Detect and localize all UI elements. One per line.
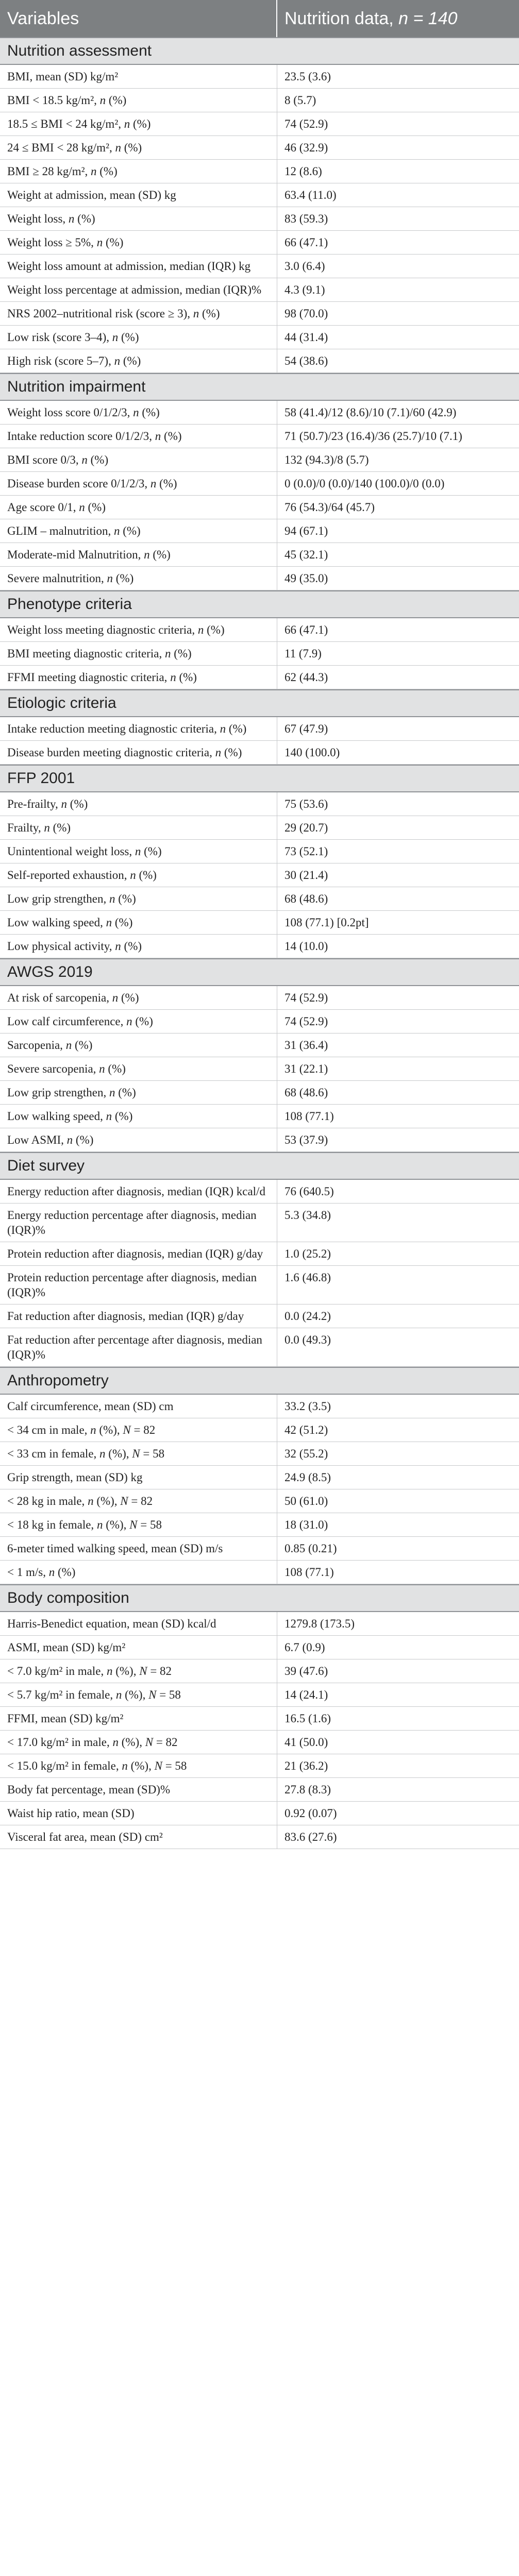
value-cell: 1279.8 (173.5) <box>284 1617 355 1630</box>
table-row <box>0 792 519 816</box>
variable-cell: BMI < 18.5 kg/m², n (%) <box>0 89 277 112</box>
value-cell: 39 (47.6) <box>284 1665 328 1677</box>
table-row <box>0 1802 519 1825</box>
variable-cell: Weight at admission, mean (SD) kg <box>0 183 277 207</box>
table-row <box>0 448 519 472</box>
value-cell: 62 (44.3) <box>284 671 328 684</box>
table-row <box>0 183 519 207</box>
variable-cell: Weight loss, n (%) <box>0 207 277 230</box>
value-cell: 68 (48.6) <box>284 1086 328 1099</box>
table-header <box>0 0 519 37</box>
table-row <box>0 1707 519 1731</box>
table-row <box>0 519 519 543</box>
value-cell: 68 (48.6) <box>284 892 328 905</box>
value-cell: 108 (77.1) <box>284 1566 334 1579</box>
section-header: Nutrition impairment <box>0 373 519 401</box>
value-cell: 18 (31.0) <box>284 1518 328 1531</box>
value-cell: 24.9 (8.5) <box>284 1471 331 1484</box>
variable-cell: Intake reduction score 0/1/2/3, n (%) <box>0 425 277 448</box>
table-row <box>0 425 519 448</box>
variable-cell: Weight loss score 0/1/2/3, n (%) <box>0 401 277 424</box>
value-cell: 75 (53.6) <box>284 798 328 810</box>
variable-cell: < 28 kg in male, n (%), N = 82 <box>0 1489 277 1513</box>
variable-cell: Disease burden meeting diagnostic criteria, n (%) <box>0 741 277 764</box>
value-cell: 63.4 (11.0) <box>284 189 337 201</box>
table-row <box>0 255 519 278</box>
variable-cell: BMI, mean (SD) kg/m² <box>0 65 277 88</box>
variable-cell: Severe sarcopenia, n (%) <box>0 1057 277 1080</box>
table-row <box>0 816 519 840</box>
table-row <box>0 1825 519 1849</box>
value-cell: 5.3 (34.8) <box>284 1209 331 1222</box>
value-cell: 66 (47.1) <box>284 236 328 249</box>
table-row <box>0 207 519 231</box>
table-row <box>0 1537 519 1561</box>
variable-cell: < 7.0 kg/m² in male, n (%), N = 82 <box>0 1659 277 1683</box>
section-header: AWGS 2019 <box>0 958 519 986</box>
table-row <box>0 1659 519 1683</box>
variable-cell: < 5.7 kg/m² in female, n (%), N = 58 <box>0 1683 277 1706</box>
table-row <box>0 1010 519 1033</box>
table-row <box>0 1328 519 1367</box>
value-cell: 0.0 (24.2) <box>284 1310 331 1323</box>
table-row <box>0 911 519 935</box>
value-cell: 14 (24.1) <box>284 1688 328 1701</box>
table-row <box>0 1418 519 1442</box>
table-row <box>0 567 519 590</box>
value-cell: 76 (54.3)/64 (45.7) <box>284 501 375 514</box>
table-row <box>0 1180 519 1204</box>
table-row <box>0 1266 519 1304</box>
table-row <box>0 1204 519 1242</box>
variable-cell: High risk (score 5–7), n (%) <box>0 349 277 372</box>
table-row <box>0 863 519 887</box>
table-row <box>0 1442 519 1466</box>
header-nutrition-data <box>277 9 519 29</box>
value-cell: 3.0 (6.4) <box>284 260 325 273</box>
variable-cell: Energy reduction after diagnosis, median (IQR) kcal/d <box>0 1180 277 1203</box>
table-row <box>0 935 519 958</box>
variable-cell: At risk of sarcopenia, n (%) <box>0 986 277 1009</box>
variable-cell: < 1 m/s, n (%) <box>0 1561 277 1584</box>
value-cell: 1.6 (46.8) <box>284 1271 331 1284</box>
header-variables: Variables <box>0 0 277 37</box>
variable-cell: < 34 cm in male, n (%), N = 82 <box>0 1418 277 1442</box>
table-row <box>0 496 519 519</box>
table-row <box>0 741 519 765</box>
variable-cell: Sarcopenia, n (%) <box>0 1033 277 1057</box>
variable-cell: < 18 kg in female, n (%), N = 58 <box>0 1513 277 1536</box>
table-row <box>0 1754 519 1778</box>
table-row <box>0 1242 519 1266</box>
value-cell: 58 (41.4)/12 (8.6)/10 (7.1)/60 (42.9) <box>284 406 457 419</box>
variable-cell: Grip strength, mean (SD) kg <box>0 1466 277 1489</box>
value-cell: 4.3 (9.1) <box>284 283 325 296</box>
section-header: Diet survey <box>0 1152 519 1180</box>
variable-cell: Energy reduction percentage after diagnosis, median (IQR)% <box>0 1204 277 1242</box>
variable-cell: Waist hip ratio, mean (SD) <box>0 1802 277 1825</box>
variable-cell: Low ASMI, n (%) <box>0 1128 277 1151</box>
variable-cell: BMI meeting diagnostic criteria, n (%) <box>0 642 277 665</box>
header-nutrition-n: n = 140 <box>398 8 458 28</box>
table-row <box>0 1612 519 1636</box>
variable-cell: Unintentional weight loss, n (%) <box>0 840 277 863</box>
section-header: Etiologic criteria <box>0 689 519 717</box>
value-cell: 140 (100.0) <box>284 746 340 759</box>
variable-cell: Age score 0/1, n (%) <box>0 496 277 519</box>
variable-cell: 18.5 ≤ BMI < 24 kg/m², n (%) <box>0 112 277 135</box>
table-row <box>0 1033 519 1057</box>
value-cell: 44 (31.4) <box>284 331 328 344</box>
table-row <box>0 136 519 160</box>
variable-cell: Weight loss ≥ 5%, n (%) <box>0 231 277 254</box>
variable-cell: ASMI, mean (SD) kg/m² <box>0 1636 277 1659</box>
variable-cell: GLIM – malnutrition, n (%) <box>0 519 277 543</box>
value-cell: 45 (32.1) <box>284 548 328 561</box>
table-row <box>0 302 519 326</box>
table-row <box>0 618 519 642</box>
variable-cell: Low grip strengthen, n (%) <box>0 1081 277 1104</box>
value-cell: 94 (67.1) <box>284 524 328 537</box>
variable-cell: Severe malnutrition, n (%) <box>0 567 277 590</box>
variable-cell: Body fat percentage, mean (SD)% <box>0 1778 277 1801</box>
table-row <box>0 401 519 425</box>
value-cell: 49 (35.0) <box>284 572 328 585</box>
section-header: Phenotype criteria <box>0 590 519 618</box>
variable-cell: Low risk (score 3–4), n (%) <box>0 326 277 349</box>
table-row <box>0 231 519 255</box>
variable-cell: Moderate-mid Malnutrition, n (%) <box>0 543 277 566</box>
variable-cell: Low physical activity, n (%) <box>0 935 277 958</box>
table-row <box>0 1513 519 1537</box>
value-cell: 53 (37.9) <box>284 1133 328 1146</box>
variable-cell: Low walking speed, n (%) <box>0 911 277 934</box>
value-cell: 83 (59.3) <box>284 212 328 225</box>
value-cell: 74 (52.9) <box>284 1015 328 1028</box>
section-header: Nutrition assessment <box>0 37 519 65</box>
variable-cell: Disease burden score 0/1/2/3, n (%) <box>0 472 277 495</box>
table-row <box>0 1081 519 1105</box>
variable-cell: Protein reduction after diagnosis, median (IQR) g/day <box>0 1242 277 1265</box>
value-cell: 42 (51.2) <box>284 1423 328 1436</box>
value-cell: 11 (7.9) <box>284 647 322 660</box>
value-cell: 31 (22.1) <box>284 1062 328 1075</box>
table-row <box>0 1489 519 1513</box>
variable-cell: FFMI meeting diagnostic criteria, n (%) <box>0 666 277 689</box>
value-cell: 0 (0.0)/0 (0.0)/140 (100.0)/0 (0.0) <box>284 477 445 490</box>
variable-cell: Calf circumference, mean (SD) cm <box>0 1395 277 1418</box>
table-row <box>0 1304 519 1328</box>
table-row <box>0 1731 519 1754</box>
table-row <box>0 1683 519 1707</box>
table-row <box>0 89 519 112</box>
variable-cell: Weight loss percentage at admission, median (IQR)% <box>0 278 277 301</box>
table-row <box>0 1128 519 1152</box>
value-cell: 73 (52.1) <box>284 845 328 858</box>
variable-cell: Visceral fat area, mean (SD) cm² <box>0 1825 277 1849</box>
variable-cell: Low calf circumference, n (%) <box>0 1010 277 1033</box>
table-row <box>0 326 519 349</box>
value-cell: 6.7 (0.9) <box>284 1641 325 1654</box>
table-row <box>0 112 519 136</box>
table-row <box>0 666 519 689</box>
variable-cell: Weight loss amount at admission, median (IQR) kg <box>0 255 277 278</box>
table-row <box>0 1466 519 1489</box>
value-cell: 27.8 (8.3) <box>284 1783 331 1796</box>
variable-cell: BMI ≥ 28 kg/m², n (%) <box>0 160 277 183</box>
value-cell: 54 (38.6) <box>284 354 328 367</box>
table-row <box>0 1395 519 1418</box>
table-body <box>0 37 519 1849</box>
value-cell: 41 (50.0) <box>284 1736 328 1749</box>
value-cell: 98 (70.0) <box>284 307 328 320</box>
variable-cell: Frailty, n (%) <box>0 816 277 839</box>
table-row <box>0 1636 519 1659</box>
value-cell: 23.5 (3.6) <box>284 70 331 83</box>
variable-cell: < 33 cm in female, n (%), N = 58 <box>0 1442 277 1465</box>
value-cell: 30 (21.4) <box>284 869 328 882</box>
table-row <box>0 887 519 911</box>
variable-cell: Pre-frailty, n (%) <box>0 792 277 816</box>
variable-cell: NRS 2002–nutritional risk (score ≥ 3), n (%) <box>0 302 277 325</box>
table-row <box>0 1778 519 1802</box>
variable-cell: Low grip strengthen, n (%) <box>0 887 277 910</box>
value-cell: 8 (5.7) <box>284 94 316 107</box>
value-cell: 0.92 (0.07) <box>284 1807 337 1820</box>
value-cell: 67 (47.9) <box>284 722 328 735</box>
variable-cell: FFMI, mean (SD) kg/m² <box>0 1707 277 1730</box>
value-cell: 29 (20.7) <box>284 821 328 834</box>
variable-cell: Intake reduction meeting diagnostic criteria, n (%) <box>0 717 277 740</box>
table-row <box>0 472 519 496</box>
variable-cell: Low walking speed, n (%) <box>0 1105 277 1128</box>
table-row <box>0 642 519 666</box>
value-cell: 50 (61.0) <box>284 1495 328 1507</box>
value-cell: 16.5 (1.6) <box>284 1712 331 1725</box>
value-cell: 83.6 (27.6) <box>284 1831 337 1843</box>
value-cell: 12 (8.6) <box>284 165 322 178</box>
value-cell: 108 (77.1) [0.2pt] <box>284 916 369 929</box>
table-row <box>0 349 519 373</box>
section-header: Body composition <box>0 1584 519 1612</box>
value-cell: 132 (94.3)/8 (5.7) <box>284 453 369 466</box>
value-cell: 66 (47.1) <box>284 623 328 636</box>
table-row <box>0 717 519 741</box>
table-row <box>0 65 519 89</box>
value-cell: 74 (52.9) <box>284 117 328 130</box>
value-cell: 14 (10.0) <box>284 940 328 953</box>
value-cell: 1.0 (25.2) <box>284 1247 331 1260</box>
section-header: Anthropometry <box>0 1367 519 1395</box>
variable-cell: BMI score 0/3, n (%) <box>0 448 277 471</box>
value-cell: 76 (640.5) <box>284 1185 334 1198</box>
value-cell: 0.0 (49.3) <box>284 1333 331 1346</box>
variable-cell: < 15.0 kg/m² in female, n (%), N = 58 <box>0 1754 277 1777</box>
value-cell: 46 (32.9) <box>284 141 328 154</box>
value-cell: 31 (36.4) <box>284 1039 328 1052</box>
variable-cell: < 17.0 kg/m² in male, n (%), N = 82 <box>0 1731 277 1754</box>
variable-cell: Protein reduction percentage after diagnosis, median (IQR)% <box>0 1266 277 1304</box>
variable-cell: Harris-Benedict equation, mean (SD) kcal/d <box>0 1612 277 1635</box>
table-row <box>0 1105 519 1128</box>
variable-cell: Fat reduction after diagnosis, median (IQR) g/day <box>0 1304 277 1328</box>
value-cell: 74 (52.9) <box>284 991 328 1004</box>
table-row <box>0 1057 519 1081</box>
value-cell: 21 (36.2) <box>284 1759 328 1772</box>
table-row <box>0 278 519 302</box>
variable-cell: Self-reported exhaustion, n (%) <box>0 863 277 887</box>
table-row <box>0 986 519 1010</box>
value-cell: 71 (50.7)/23 (16.4)/36 (25.7)/10 (7.1) <box>284 430 462 443</box>
variable-cell: Fat reduction after percentage after diagnosis, median (IQR)% <box>0 1328 277 1366</box>
variable-cell: 24 ≤ BMI < 28 kg/m², n (%) <box>0 136 277 159</box>
table-row <box>0 160 519 183</box>
table-row <box>0 840 519 863</box>
variable-cell: Weight loss meeting diagnostic criteria, n (%) <box>0 618 277 641</box>
header-nutrition-prefix: Nutrition data, <box>284 8 399 28</box>
value-cell: 32 (55.2) <box>284 1447 328 1460</box>
variable-cell: 6-meter timed walking speed, mean (SD) m/s <box>0 1537 277 1560</box>
value-cell: 33.2 (3.5) <box>284 1400 331 1413</box>
value-cell: 0.85 (0.21) <box>284 1542 337 1555</box>
section-header: FFP 2001 <box>0 765 519 792</box>
table-row <box>0 543 519 567</box>
value-cell: 108 (77.1) <box>284 1110 334 1123</box>
table-row <box>0 1561 519 1584</box>
